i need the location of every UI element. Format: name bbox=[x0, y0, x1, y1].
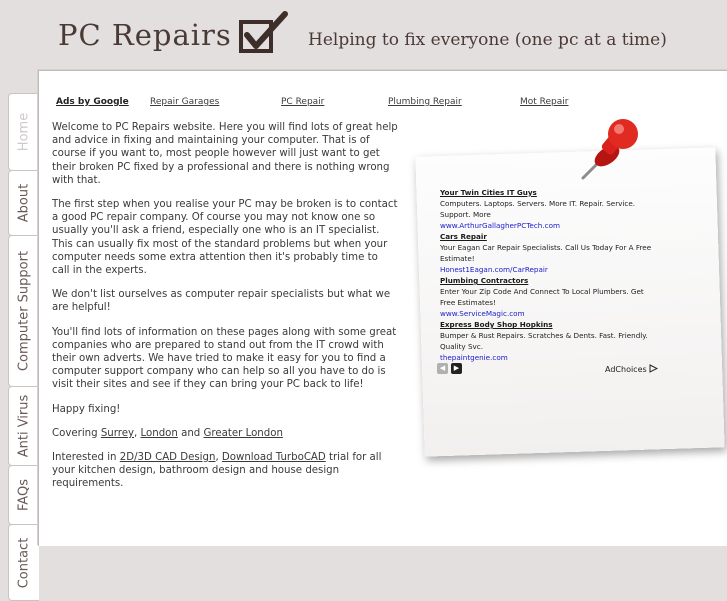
interested-prefix: Interested in bbox=[52, 452, 120, 464]
tab-faqs-label: FAQs bbox=[16, 479, 32, 511]
intro-paragraph: Welcome to PC Repairs website. Here you will find lots of great help and advice in fixing and maintaining your computer. That is of course if you want to, most people however will just want to get their broken PC fixed by a professional and there is nothing wrong with that. bbox=[52, 122, 398, 186]
link-cad-design[interactable]: 2D/3D CAD Design bbox=[119, 452, 216, 464]
tab-faqs[interactable] bbox=[8, 465, 39, 525]
covering-separator: , bbox=[134, 427, 141, 439]
interested-suffix: trial for all your kitchen design, bathroom design and house design requirements. bbox=[52, 452, 382, 490]
ad-link-repair-garages[interactable]: Repair Garages bbox=[150, 97, 220, 107]
chevron-right-icon: ▶ bbox=[453, 364, 460, 372]
adchoices-icon bbox=[649, 364, 658, 373]
ad-item[interactable] bbox=[440, 319, 660, 363]
interested-separator: , bbox=[215, 452, 222, 464]
ad-text: Bumper & Rust Repairs. Scratches & Dents. Fast. Friendly. Quality Svc. bbox=[440, 331, 648, 351]
adchoices-link[interactable] bbox=[605, 364, 658, 374]
ad-link-mot-repair[interactable]: Mot Repair bbox=[520, 97, 569, 107]
link-london[interactable]: London bbox=[140, 427, 178, 439]
tab-home[interactable] bbox=[8, 93, 39, 171]
ads-by-google-link[interactable]: Ads by Google bbox=[56, 97, 129, 107]
tab-computer-support[interactable] bbox=[8, 235, 39, 387]
ad-item[interactable] bbox=[440, 187, 660, 231]
ad-title[interactable]: Plumbing Contractors bbox=[440, 276, 529, 285]
covering-paragraph bbox=[52, 427, 398, 440]
tab-computer-support-label: Computer Support bbox=[16, 250, 32, 372]
ad-url[interactable]: www.ArthurGallagherPCTech.com bbox=[440, 221, 560, 230]
ad-text: Enter Your Zip Code And Connect To Local Plumbers. Get Free Estimates! bbox=[440, 287, 644, 307]
happy-fixing-text: Happy fixing! bbox=[52, 403, 121, 415]
link-greater-london[interactable]: Greater London bbox=[203, 427, 283, 439]
adchoices-label: AdChoices bbox=[605, 365, 647, 374]
header bbox=[0, 0, 727, 70]
tab-anti-virus-label: Anti Virus bbox=[16, 394, 32, 458]
ad-link-pc-repair[interactable]: PC Repair bbox=[281, 97, 325, 107]
tab-home-label: Home bbox=[16, 112, 32, 152]
tab-contact[interactable] bbox=[8, 524, 39, 601]
ad-title[interactable]: Cars Repair bbox=[440, 232, 487, 241]
ad-item[interactable] bbox=[440, 231, 660, 275]
main-content bbox=[52, 121, 398, 502]
checkbox-check-icon bbox=[238, 10, 290, 54]
interested-paragraph bbox=[52, 451, 398, 491]
site-logo[interactable]: PC Repairs bbox=[58, 18, 232, 52]
first-step-paragraph: The first step when you realise your PC may be broken is to contact a good PC repair company. Of course you may not know one so usually you'll ask a friend, especially one who is an IT specialist. This can usually fix most of the standard problems but when your computer needs some extra attention then it's probably time to call in the experts. bbox=[52, 199, 398, 277]
pushpin-icon bbox=[575, 114, 647, 186]
ad-next-button[interactable] bbox=[451, 363, 462, 374]
tab-about-label: About bbox=[16, 183, 32, 223]
ad-item[interactable] bbox=[440, 275, 660, 319]
ad-url[interactable]: thepaintgenie.com bbox=[440, 353, 508, 362]
helpful-paragraph: We don't list ourselves as computer repair specialists but what we are helpful! bbox=[52, 289, 391, 314]
ad-link-plumbing-repair[interactable]: Plumbing Repair bbox=[388, 97, 462, 107]
ad-text: Your Eagan Car Repair Specialists. Call Us Today For A Free Estimate! bbox=[440, 243, 652, 263]
site-tagline: Helping to fix everyone (one pc at a time) bbox=[308, 30, 667, 50]
tab-about[interactable] bbox=[8, 170, 39, 236]
covering-prefix: Covering bbox=[52, 427, 101, 439]
ad-title[interactable]: Express Body Shop Hopkins bbox=[440, 320, 553, 329]
tab-contact-label: Contact bbox=[16, 537, 32, 588]
covering-and: and bbox=[177, 427, 204, 439]
ad-prev-button[interactable] bbox=[437, 363, 448, 374]
chevron-left-icon: ◀ bbox=[439, 364, 446, 372]
tab-anti-virus[interactable] bbox=[8, 386, 39, 466]
link-download-turbocad[interactable]: Download TurboCAD bbox=[221, 452, 326, 464]
ad-url[interactable]: www.ServiceMagic.com bbox=[440, 309, 525, 318]
ad-url[interactable]: Honest1Eagan.com/CarRepair bbox=[440, 265, 548, 274]
ad-text: Computers. Laptops. Servers. More IT. Repair. Service. Support. More bbox=[440, 199, 636, 219]
ad-title[interactable]: Your Twin Cities IT Guys bbox=[440, 188, 537, 197]
ad-links-bar bbox=[56, 97, 656, 111]
link-surrey[interactable]: Surrey bbox=[100, 427, 135, 439]
information-paragraph: You'll find lots of information on these pages along with some great companies who are prepared to stand out from the IT crowd with their own adverts. We have tried to make it easy for you to find a computer support company who can help so all you have to do is visit their sites and see if they can bring your PC back to life! bbox=[52, 326, 397, 391]
